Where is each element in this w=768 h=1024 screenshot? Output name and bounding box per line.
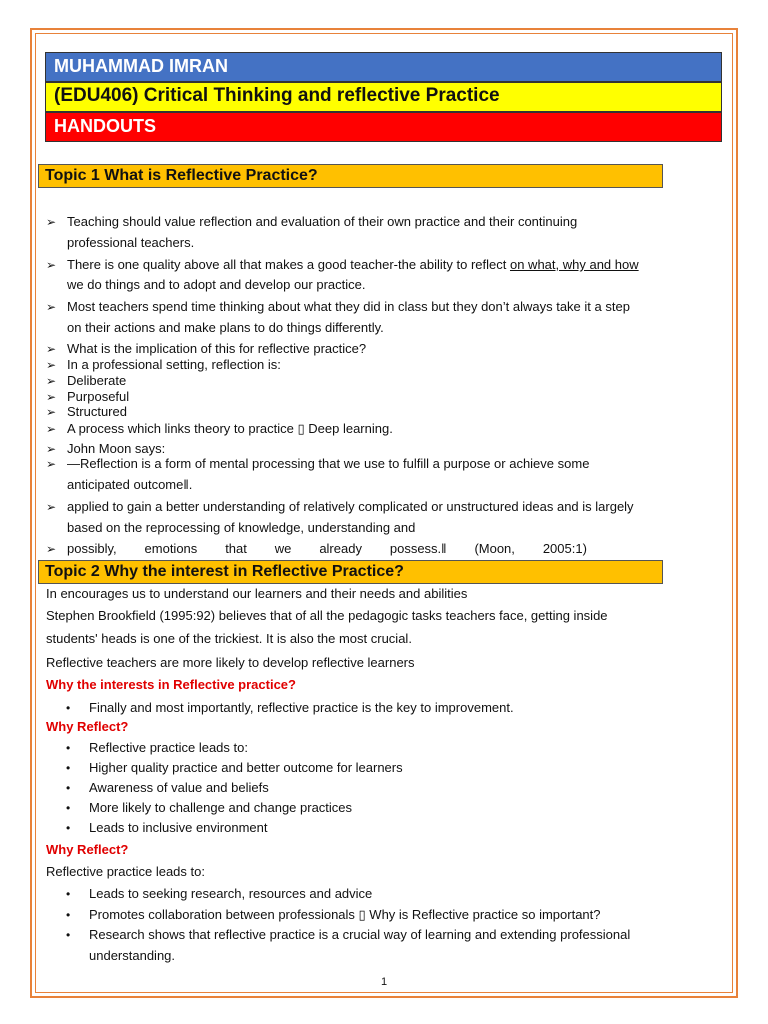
arrow-bullet-icon: ➢ [46, 405, 57, 419]
arrow-bullet-icon: ➢ [46, 258, 57, 272]
handouts-band: HANDOUTS [45, 112, 722, 142]
dot-bullet-icon: • [66, 761, 71, 775]
t1-bullet1-line1: Teaching should value reflection and evaluation of their own practice and their continuing [67, 214, 578, 229]
dot-bullet-icon: • [66, 781, 71, 795]
t2-paragraph2-line1: Stephen Brookfield (1995:92) believes that of all the pedagogic tasks teachers face, getting inside [46, 608, 608, 623]
t2-sub1-bullet1: Finally and most importantly, reflective practice is the key to improvement. [89, 700, 514, 715]
page-number: 1 [380, 976, 388, 988]
t1-bullet2-text: There is one quality above all that makes a good teacher-the ability to reflect [67, 257, 510, 272]
t1-bullet13-justified [67, 541, 587, 557]
t1-bullet13-word: already [319, 541, 362, 556]
arrow-bullet-icon: ➢ [46, 442, 57, 456]
course-title-band: (EDU406) Critical Thinking and reflective Practice [45, 82, 722, 112]
arrow-bullet-icon: ➢ [46, 342, 57, 356]
dot-bullet-icon: • [66, 741, 71, 755]
dot-bullet-icon: • [66, 887, 71, 901]
arrow-bullet-icon: ➢ [46, 300, 57, 314]
t2-paragraph2-line2: students' heads is one of the trickiest. It is also the most crucial. [46, 631, 412, 646]
t1-bullet1-line2: professional teachers. [67, 235, 195, 250]
t1-bullet4: What is the implication of this for reflective practice? [67, 341, 367, 356]
arrow-bullet-icon: ➢ [46, 422, 57, 436]
dot-bullet-icon: • [66, 928, 71, 942]
t2-sub3-intro: Reflective practice leads to: [46, 864, 205, 879]
dot-bullet-icon: • [66, 701, 71, 715]
t1-bullet9: A process which links theory to practice ▯ Deep learning. [67, 421, 393, 436]
dot-bullet-icon: • [66, 908, 71, 922]
t2-subheading2: Why Reflect? [46, 719, 129, 734]
arrow-bullet-icon: ➢ [46, 542, 57, 556]
t1-bullet13-word: (Moon, [474, 541, 515, 556]
arrow-bullet-icon: ➢ [46, 374, 57, 388]
topic1-heading: Topic 1 What is Reflective Practice? [38, 164, 663, 188]
t2-subheading1: Why the interests in Reflective practice? [46, 677, 296, 692]
t2-sub3-bullet3-line1: Research shows that reflective practice is a crucial way of learning and extending professional [89, 927, 631, 942]
t1-bullet2-line1 [67, 257, 639, 273]
t2-sub2-item: More likely to challenge and change practices [89, 800, 353, 815]
t2-sub2-item: Awareness of value and beliefs [89, 780, 269, 795]
t1-bullet8: Structured [67, 404, 127, 419]
t1-bullet11-line2: anticipated outcome‖. [67, 477, 193, 492]
t1-bullet13-word: emotions [144, 541, 198, 556]
dot-bullet-icon: • [66, 801, 71, 815]
t1-bullet13-word: that [225, 541, 247, 556]
t2-sub2-item: Leads to inclusive environment [89, 820, 268, 835]
t1-bullet10: John Moon says: [67, 441, 166, 456]
t1-bullet11-line1: —Reflection is a form of mental processing that we use to fulfill a purpose or achieve some [67, 456, 590, 471]
t2-sub2-item: Reflective practice leads to: [89, 740, 248, 755]
dot-bullet-icon: • [66, 821, 71, 835]
t1-bullet5: In a professional setting, reflection is: [67, 357, 281, 372]
t2-sub3-bullet1: Leads to seeking research, resources and advice [89, 886, 373, 901]
t1-bullet3-line1: Most teachers spend time thinking about what they did in class but they don’t always take it a step [67, 299, 630, 314]
topic2-heading: Topic 2 Why the interest in Reflective Practice? [38, 560, 663, 584]
t2-sub2-item: Higher quality practice and better outcome for learners [89, 760, 403, 775]
t1-bullet7: Purposeful [67, 389, 130, 404]
t1-bullet13-word: possess.‖ [389, 541, 447, 556]
t1-bullet2-line2: we do things and to adopt and develop our practice. [67, 277, 366, 292]
arrow-bullet-icon: ➢ [46, 215, 57, 229]
t2-subheading3: Why Reflect? [46, 842, 129, 857]
arrow-bullet-icon: ➢ [46, 358, 57, 372]
t1-bullet3-line2: on their actions and make plans to do things differently. [67, 320, 384, 335]
t1-bullet12-line1: applied to gain a better understanding of relatively complicated or unstructured ideas and is largely [67, 499, 634, 514]
arrow-bullet-icon: ➢ [46, 390, 57, 404]
t1-bullet13-word: we [274, 541, 292, 556]
t1-bullet2-underlined: on what, why and how [509, 257, 639, 272]
t1-bullet13-word: 2005:1) [542, 541, 587, 556]
t2-sub3-bullet3-line2: understanding. [89, 948, 176, 963]
arrow-bullet-icon: ➢ [46, 500, 57, 514]
t2-paragraph3: Reflective teachers are more likely to develop reflective learners [46, 655, 415, 670]
t1-bullet6: Deliberate [67, 373, 127, 388]
t2-sub3-bullet2: Promotes collaboration between professionals ▯ Why is Reflective practice so important? [89, 907, 601, 922]
t1-bullet12-line2: based on the reprocessing of knowledge, understanding and [67, 520, 416, 535]
t2-paragraph1: In encourages us to understand our learners and their needs and abilities [46, 586, 468, 601]
author-name-band: MUHAMMAD IMRAN [45, 52, 722, 82]
arrow-bullet-icon: ➢ [46, 457, 57, 471]
t1-bullet13-word: possibly, [67, 541, 117, 556]
